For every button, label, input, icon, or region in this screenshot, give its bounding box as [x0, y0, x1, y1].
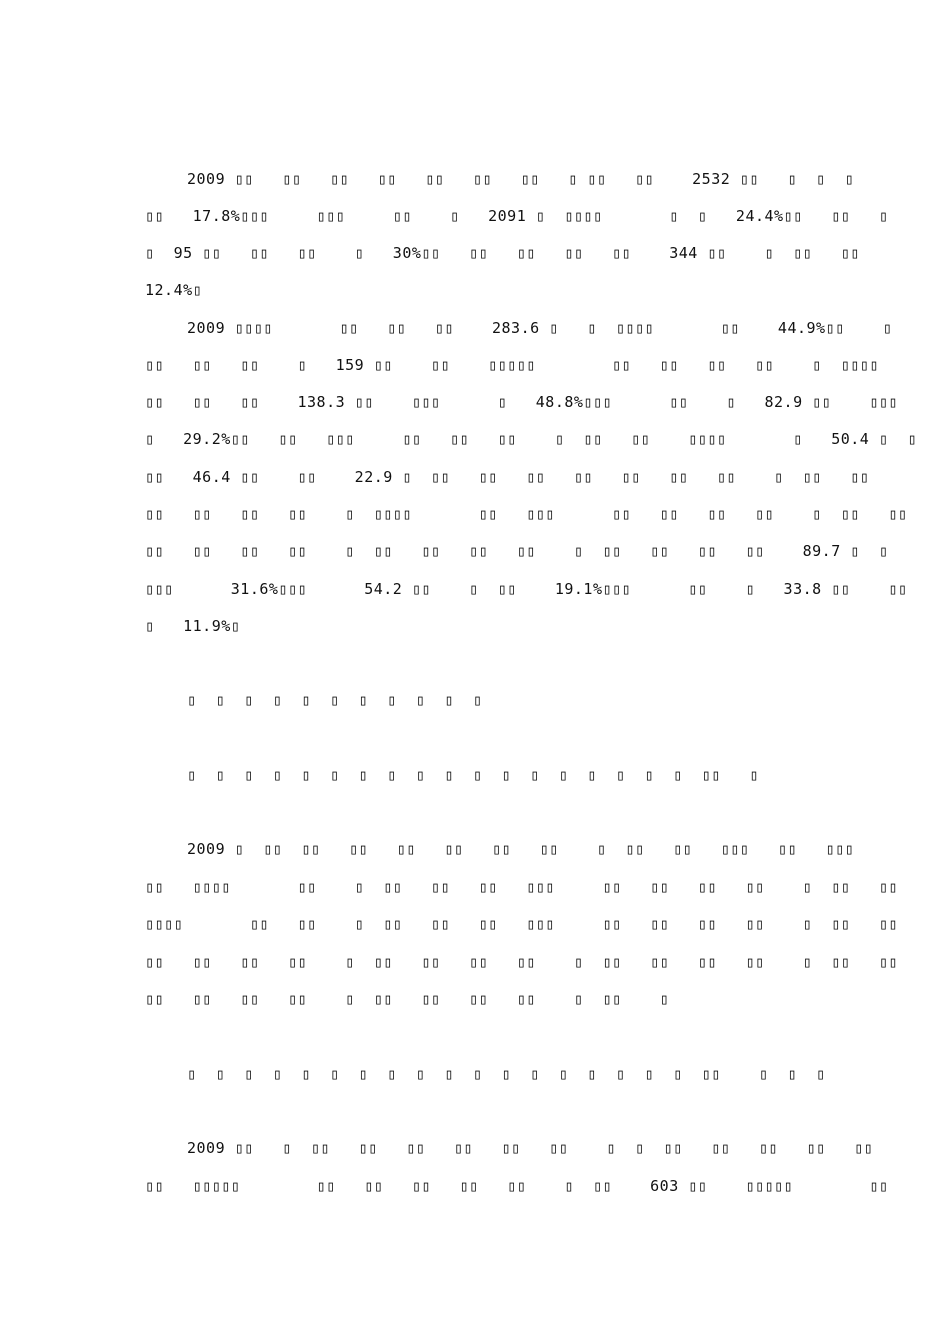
- paragraph-line: ▯▯ ▯▯▯▯▯ ▯▯ ▯▯ ▯▯ ▯▯ ▯▯ ▯ ▯▯ 603 ▯▯ ▯▯▯▯▯ ▯▯: [145, 1177, 889, 1195]
- paragraph-line: ▯▯ 17.8%▯▯▯ ▯▯▯ ▯▯ ▯ 2091 ▯ ▯▯▯▯ ▯ ▯ 24.4%▯▯ ▯▯ ▯: [145, 207, 889, 225]
- paragraph-line: ▯▯ ▯▯ ▯▯ ▯▯ ▯ ▯▯ ▯▯ ▯▯ ▯▯ ▯ ▯▯ ▯▯ ▯▯ ▯▯ ▯ ▯▯ ▯▯: [145, 953, 898, 971]
- paragraph-line: ▯▯ ▯▯ ▯▯ ▯ 159 ▯▯ ▯▯ ▯▯▯▯▯ ▯▯ ▯▯ ▯▯ ▯▯ ▯ ▯▯▯▯: [145, 356, 879, 374]
- paragraph-line: ▯▯ 46.4 ▯▯ ▯▯ 22.9 ▯ ▯▯ ▯▯ ▯▯ ▯▯ ▯▯ ▯▯ ▯▯ ▯ ▯▯ ▯▯: [145, 468, 870, 486]
- paragraph-line: ▯▯ ▯▯ ▯▯ ▯▯ ▯ ▯▯ ▯▯ ▯▯ ▯▯ ▯ ▯▯ ▯▯ ▯▯ ▯▯ 89.7 ▯ ▯: [145, 542, 889, 560]
- paragraph-line: 2009 ▯ ▯▯ ▯▯ ▯▯ ▯▯ ▯▯ ▯▯ ▯▯ ▯ ▯▯ ▯▯ ▯▯▯ ▯▯ ▯▯▯: [187, 840, 855, 858]
- paragraph-line: ▯▯▯▯ ▯▯ ▯▯ ▯ ▯▯ ▯▯ ▯▯ ▯▯▯ ▯▯ ▯▯ ▯▯ ▯▯ ▯ ▯▯ ▯▯: [145, 915, 898, 933]
- paragraph-line: 2009 ▯▯ ▯ ▯▯ ▯▯ ▯▯ ▯▯ ▯▯ ▯▯ ▯ ▯ ▯▯ ▯▯ ▯▯ ▯▯ ▯▯: [187, 1139, 874, 1157]
- section-heading: ▯ ▯ ▯ ▯ ▯ ▯ ▯ ▯ ▯ ▯ ▯: [187, 691, 483, 709]
- paragraph-line: ▯▯ ▯▯▯▯ ▯▯ ▯ ▯▯ ▯▯ ▯▯ ▯▯▯ ▯▯ ▯▯ ▯▯ ▯▯ ▯ ▯▯ ▯▯: [145, 878, 898, 896]
- paragraph-line: 2009 ▯▯ ▯▯ ▯▯ ▯▯ ▯▯ ▯▯ ▯▯ ▯ ▯▯ ▯▯ 2532 ▯▯ ▯ ▯ ▯: [187, 170, 855, 188]
- paragraph-line: ▯▯ ▯▯ ▯▯ ▯▯ ▯ ▯▯ ▯▯ ▯▯ ▯▯ ▯ ▯▯ ▯: [145, 990, 670, 1008]
- paragraph-line: ▯▯ ▯▯ ▯▯ 138.3 ▯▯ ▯▯▯ ▯ 48.8%▯▯▯ ▯▯ ▯ 82.9 ▯▯ ▯▯▯: [145, 393, 898, 411]
- paragraph-line: ▯ 29.2%▯▯ ▯▯ ▯▯▯ ▯▯ ▯▯ ▯▯ ▯ ▯▯ ▯▯ ▯▯▯▯ ▯ 50.4 ▯ ▯: [145, 430, 917, 448]
- paragraph-line: ▯▯▯ 31.6%▯▯▯ 54.2 ▯▯ ▯ ▯▯ 19.1%▯▯▯ ▯▯ ▯ 33.8 ▯▯ ▯▯: [145, 580, 908, 598]
- paragraph-line: ▯▯ ▯▯ ▯▯ ▯▯ ▯ ▯▯▯▯ ▯▯ ▯▯▯ ▯▯ ▯▯ ▯▯ ▯▯ ▯ ▯▯ ▯▯: [145, 505, 908, 523]
- paragraph-line: ▯ 95 ▯▯ ▯▯ ▯▯ ▯ 30%▯▯ ▯▯ ▯▯ ▯▯ ▯▯ 344 ▯▯ ▯ ▯▯ ▯▯: [145, 244, 860, 262]
- section-heading: ▯ ▯ ▯ ▯ ▯ ▯ ▯ ▯ ▯ ▯ ▯ ▯ ▯ ▯ ▯ ▯ ▯ ▯ ▯▯ ▯: [187, 766, 759, 784]
- section-heading: ▯ ▯ ▯ ▯ ▯ ▯ ▯ ▯ ▯ ▯ ▯ ▯ ▯ ▯ ▯ ▯ ▯ ▯ ▯▯ ▯ ▯ ▯: [187, 1065, 826, 1083]
- paragraph-line: 2009 ▯▯▯▯ ▯▯ ▯▯ ▯▯ 283.6 ▯ ▯ ▯▯▯▯ ▯▯ 44.9%▯▯ ▯: [187, 319, 893, 337]
- paragraph-line: ▯ 11.9%▯: [145, 617, 241, 635]
- paragraph-line: 12.4%▯: [145, 281, 203, 299]
